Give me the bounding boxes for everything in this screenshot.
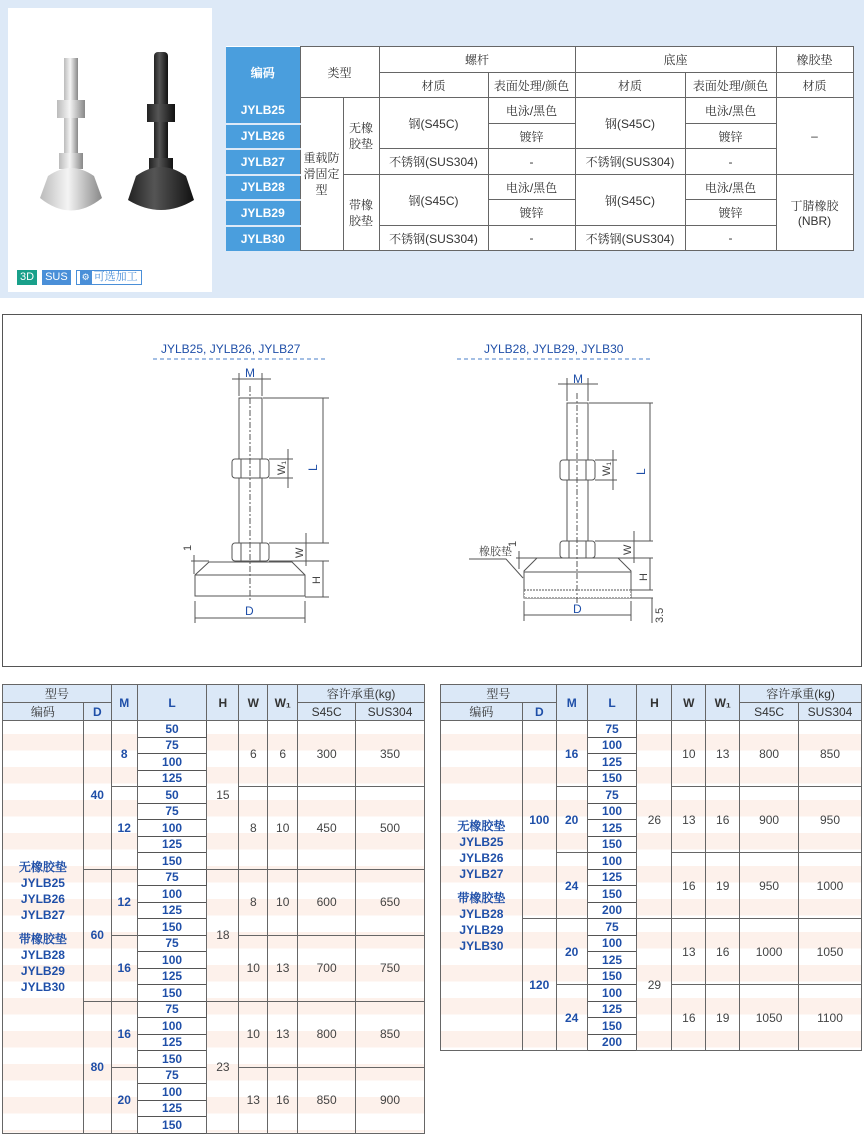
model-label-line: 无橡胶垫 [18, 859, 67, 874]
base-surface: - [685, 149, 776, 175]
l-value: 100 [587, 985, 637, 1002]
m-value: 16 [556, 721, 587, 787]
base-surface: 镀锌 [685, 200, 776, 226]
base-surface: 电泳/黑色 [685, 175, 776, 200]
model-label-line: 带橡胶垫 [457, 890, 506, 905]
l-value: 100 [137, 952, 207, 969]
l-value: 100 [137, 1084, 207, 1101]
dim-h: H [311, 576, 323, 584]
badge-3d: 3D [17, 270, 37, 285]
m-value: 20 [556, 787, 587, 853]
l-value: 125 [137, 968, 207, 985]
sus304-value: 1100 [799, 985, 862, 1051]
header-code: 编码 [226, 47, 300, 98]
dim-1: 1 [182, 544, 194, 551]
dim-3-5: 3.5 [654, 607, 666, 623]
header-screw: 螺杆 [379, 47, 575, 73]
l-value: 125 [137, 770, 207, 787]
w1-value: 10 [268, 869, 298, 935]
code-jylb30: JYLB30 [226, 226, 300, 251]
model-label-line: 无橡胶垫 [457, 818, 506, 833]
pad-material-nbr [776, 175, 853, 251]
dim-w: W [294, 547, 306, 558]
rubber-pad-label: 橡胶垫 [479, 546, 512, 558]
h-value: 18 [207, 869, 239, 1001]
dim-w: W [622, 544, 634, 555]
header-load: 容许承重(kg) [298, 685, 425, 703]
w-value: 10 [239, 1001, 268, 1067]
w-value: 6 [239, 721, 268, 787]
sus304-value: 750 [356, 935, 425, 1001]
base-material: 钢(S45C) [575, 98, 685, 149]
s45c-value: 300 [298, 721, 356, 787]
header-screw-material: 材质 [379, 73, 488, 98]
l-value: 100 [587, 853, 637, 870]
m-value: 8 [111, 721, 137, 787]
header-sus304: SUS304 [356, 703, 425, 721]
screw-surface: 镀锌 [488, 124, 575, 149]
d-value: 120 [522, 919, 556, 1051]
l-value: 125 [587, 1001, 637, 1018]
model-label-line: JYLB27 [20, 907, 65, 922]
l-value: 200 [587, 1034, 637, 1051]
code-jylb27: JYLB27 [226, 149, 300, 175]
l-value: 125 [137, 1100, 207, 1117]
dim-l: L [634, 468, 648, 475]
sus304-value: 1050 [799, 919, 862, 985]
header-h: H [207, 685, 239, 721]
d-value: 40 [83, 721, 111, 870]
w1-value: 19 [706, 985, 740, 1051]
l-value: 125 [587, 869, 637, 886]
l-value: 100 [137, 754, 207, 771]
d-value: 80 [83, 1001, 111, 1133]
type-main: 重载防滑固定型 [300, 98, 343, 251]
l-value: 75 [137, 1067, 207, 1084]
dim-d: D [573, 602, 582, 616]
l-value: 150 [137, 985, 207, 1002]
header-pad-material: 材质 [776, 73, 853, 98]
header-d: D [522, 703, 556, 721]
header-base-surface: 表面处理/颜色 [685, 73, 776, 98]
code-jylb26: JYLB26 [226, 124, 300, 149]
l-value: 75 [587, 721, 637, 738]
gear-icon: ⚙ [81, 272, 90, 282]
h-value: 23 [207, 1001, 239, 1133]
spec-row [3, 721, 425, 738]
s45c-value: 850 [298, 1067, 356, 1133]
h-value: 15 [207, 721, 239, 870]
header-s45c: S45C [740, 703, 799, 721]
l-value: 200 [587, 902, 637, 919]
s45c-value: 800 [298, 1001, 356, 1067]
pad-material: – [776, 98, 853, 175]
leveling-feet-image [8, 8, 212, 292]
s45c-value: 1000 [740, 919, 799, 985]
dim-l: L [306, 464, 320, 471]
drawing-title-left: JYLB25, JYLB26, JYLB27 [161, 342, 301, 356]
d-value: 100 [522, 721, 556, 919]
w1-value: 10 [268, 787, 298, 870]
l-value: 75 [137, 1001, 207, 1018]
dimension-drawing [2, 314, 862, 667]
l-value: 75 [137, 869, 207, 886]
model-label-line: JYLB28 [20, 947, 65, 962]
dim-w1: W₁ [276, 460, 288, 475]
l-value: 125 [137, 836, 207, 853]
l-value: 150 [587, 836, 637, 853]
l-value: 125 [587, 754, 637, 771]
pad-nbr: 丁腈橡胶 [790, 199, 839, 213]
screw-material: 不锈钢(SUS304) [379, 149, 488, 175]
l-value: 100 [137, 886, 207, 903]
drawing-svg [3, 315, 861, 666]
s45c-value: 1050 [740, 985, 799, 1051]
l-value: 150 [587, 770, 637, 787]
l-value: 75 [587, 919, 637, 936]
w-value: 8 [239, 787, 268, 870]
badge-optional-label: 可选加工 [93, 271, 138, 283]
l-value: 75 [137, 935, 207, 952]
l-value: 75 [137, 803, 207, 820]
w1-value: 16 [268, 1067, 298, 1133]
screw-surface: 电泳/黑色 [488, 98, 575, 124]
m-value: 20 [556, 919, 587, 985]
s45c-value: 900 [740, 787, 799, 853]
sus304-value: 500 [356, 787, 425, 870]
header-model: 型号 [441, 685, 557, 703]
l-value: 150 [137, 919, 207, 936]
w1-value: 13 [268, 1001, 298, 1067]
model-label [441, 721, 523, 1051]
l-value: 50 [137, 787, 207, 804]
l-value: 75 [137, 737, 207, 754]
m-value: 16 [111, 935, 137, 1001]
code-jylb29: JYLB29 [226, 200, 300, 226]
w-value: 8 [239, 869, 268, 935]
l-value: 150 [587, 886, 637, 903]
l-value: 75 [587, 787, 637, 804]
l-value: 125 [137, 1034, 207, 1051]
sus304-value: 350 [356, 721, 425, 787]
model-label-line: JYLB25 [20, 875, 65, 890]
l-value: 100 [587, 803, 637, 820]
screw-material: 钢(S45C) [379, 175, 488, 226]
code-jylb28: JYLB28 [226, 175, 300, 200]
header-sus304: SUS304 [799, 703, 862, 721]
model-label [3, 721, 84, 1134]
header-type: 类型 [300, 47, 379, 98]
l-value: 150 [587, 1018, 637, 1035]
m-value: 16 [111, 1001, 137, 1067]
w1-value: 13 [268, 935, 298, 1001]
sus304-value: 650 [356, 869, 425, 935]
l-value: 50 [137, 721, 207, 738]
header-base-material: 材质 [575, 73, 685, 98]
model-label-line: JYLB27 [459, 866, 504, 881]
l-value: 150 [137, 1117, 207, 1134]
w1-value: 6 [268, 721, 298, 787]
screw-surface: 电泳/黑色 [488, 175, 575, 200]
model-label-line: 带橡胶垫 [18, 931, 67, 946]
header-screw-surface: 表面处理/颜色 [488, 73, 575, 98]
base-surface: 电泳/黑色 [685, 98, 776, 124]
w-value: 16 [672, 853, 706, 919]
base-material: 不锈钢(SUS304) [575, 226, 685, 251]
dim-w1: W₁ [601, 461, 613, 476]
m-value: 24 [556, 853, 587, 919]
sus304-value: 900 [356, 1067, 425, 1133]
model-label-line: JYLB26 [459, 850, 504, 865]
sus304-value: 850 [356, 1001, 425, 1067]
base-material: 钢(S45C) [575, 175, 685, 226]
base-surface: - [685, 226, 776, 251]
header-h: H [637, 685, 672, 721]
header-base: 底座 [575, 47, 776, 73]
sus304-value: 850 [799, 721, 862, 787]
l-value: 100 [587, 935, 637, 952]
l-value: 125 [587, 820, 637, 837]
header-m: M [111, 685, 137, 721]
l-value: 150 [137, 853, 207, 870]
m-value: 24 [556, 985, 587, 1051]
l-value: 150 [137, 1051, 207, 1068]
screw-surface: - [488, 149, 575, 175]
header-l: L [137, 685, 207, 721]
header-w1: W₁ [268, 685, 298, 721]
header-d: D [83, 703, 111, 721]
w-value: 16 [672, 985, 706, 1051]
model-label-line: JYLB29 [459, 922, 504, 937]
spec-table-right [440, 684, 862, 1051]
m-value: 12 [111, 869, 137, 935]
header-code: 编码 [441, 703, 523, 721]
model-label-line [3, 923, 83, 931]
w-value: 13 [239, 1067, 268, 1133]
s45c-value: 700 [298, 935, 356, 1001]
w1-value: 13 [706, 721, 740, 787]
base-surface: 镀锌 [685, 124, 776, 149]
d-value: 60 [83, 869, 111, 1001]
screw-surface: - [488, 226, 575, 251]
base-material: 不锈钢(SUS304) [575, 149, 685, 175]
w-value: 10 [672, 721, 706, 787]
dim-h: H [638, 573, 650, 581]
model-label-line: JYLB30 [459, 938, 504, 953]
s45c-value: 950 [740, 853, 799, 919]
l-value: 100 [137, 1018, 207, 1035]
l-value: 150 [587, 968, 637, 985]
dim-1: 1 [507, 540, 519, 547]
product-photo [8, 8, 212, 292]
screw-material: 钢(S45C) [379, 98, 488, 149]
code-jylb25: JYLB25 [226, 98, 300, 124]
badge-sus: SUS [42, 270, 71, 285]
model-label-line: JYLB30 [20, 979, 65, 994]
s45c-value: 600 [298, 869, 356, 935]
m-value: 12 [111, 787, 137, 870]
l-value: 100 [137, 820, 207, 837]
feature-badges [17, 270, 142, 285]
s45c-value: 450 [298, 787, 356, 870]
pad-nbr-code: (NBR) [797, 214, 832, 228]
drawing-title-right: JYLB28, JYLB29, JYLB30 [484, 342, 624, 356]
sus304-value: 950 [799, 787, 862, 853]
header-m: M [556, 685, 587, 721]
type-with-pad: 带橡胶垫 [343, 175, 379, 251]
w-value: 13 [672, 787, 706, 853]
spec-row [441, 721, 862, 738]
header-w: W [239, 685, 268, 721]
w1-value: 19 [706, 853, 740, 919]
header-load: 容许承重(kg) [740, 685, 862, 703]
h-value: 26 [637, 721, 672, 919]
model-label-line: JYLB28 [459, 906, 504, 921]
model-label-line: JYLB25 [459, 834, 504, 849]
model-label-line: JYLB26 [20, 891, 65, 906]
badge-optional-machining [76, 270, 142, 285]
header-model: 型号 [3, 685, 112, 703]
sus304-value: 1000 [799, 853, 862, 919]
spec-table-left [2, 684, 425, 1134]
dim-d: D [245, 604, 254, 618]
w1-value: 16 [706, 919, 740, 985]
l-value: 125 [587, 952, 637, 969]
screw-surface: 镀锌 [488, 200, 575, 226]
w-value: 10 [239, 935, 268, 1001]
dim-m: M [245, 366, 255, 380]
header-code: 编码 [3, 703, 84, 721]
header-pad: 橡胶垫 [776, 47, 853, 73]
m-value: 20 [111, 1067, 137, 1133]
type-no-pad: 无橡胶垫 [343, 98, 379, 175]
model-label-line: JYLB29 [20, 963, 65, 978]
header-s45c: S45C [298, 703, 356, 721]
l-value: 100 [587, 737, 637, 754]
l-value: 125 [137, 902, 207, 919]
header-w1: W₁ [706, 685, 740, 721]
product-header [0, 0, 864, 298]
header-l: L [587, 685, 637, 721]
material-table [226, 46, 854, 251]
header-w: W [672, 685, 706, 721]
model-label-line [441, 882, 522, 890]
s45c-value: 800 [740, 721, 799, 787]
w1-value: 16 [706, 787, 740, 853]
dim-m: M [573, 372, 583, 386]
w-value: 13 [672, 919, 706, 985]
screw-material: 不锈钢(SUS304) [379, 226, 488, 251]
h-value: 29 [637, 919, 672, 1051]
